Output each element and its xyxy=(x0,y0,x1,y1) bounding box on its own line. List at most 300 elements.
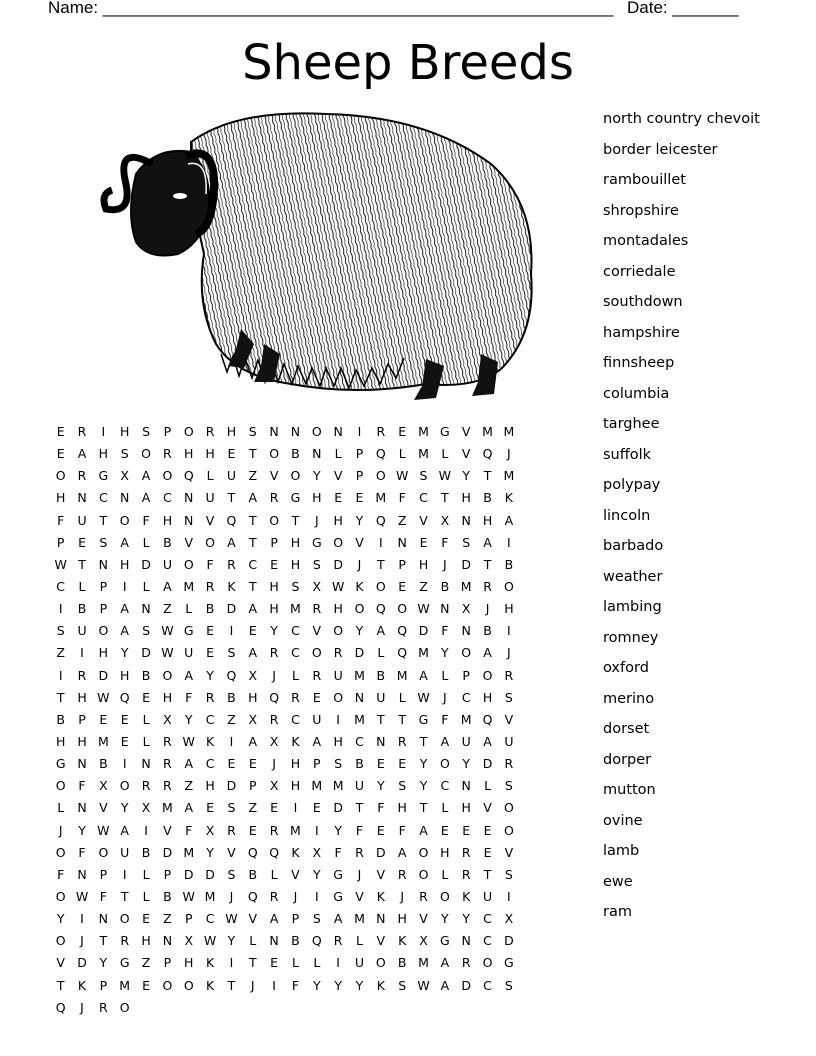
grid-letter[interactable]: U xyxy=(504,733,514,749)
grid-letter[interactable]: N xyxy=(269,933,279,949)
grid-letter[interactable]: L xyxy=(142,711,150,727)
grid-letter[interactable]: D xyxy=(354,645,365,661)
grid-letter[interactable]: M xyxy=(375,490,387,506)
grid-letter[interactable]: L xyxy=(206,468,214,484)
grid-letter[interactable]: H xyxy=(290,534,301,550)
grid-letter[interactable]: W xyxy=(97,689,110,705)
grid-letter[interactable]: U xyxy=(354,778,365,794)
grid-letter[interactable]: S xyxy=(504,778,513,794)
grid-letter[interactable]: Q xyxy=(226,512,237,528)
grid-letter[interactable]: M xyxy=(418,446,429,462)
grid-letter[interactable]: O xyxy=(354,601,365,617)
grid-letter[interactable]: O xyxy=(119,999,130,1015)
grid-letter[interactable]: R xyxy=(483,578,492,594)
grid-letter[interactable]: O xyxy=(55,468,66,484)
grid-letter[interactable]: N xyxy=(98,556,109,572)
grid-letter[interactable]: O xyxy=(482,667,493,683)
grid-letter[interactable]: Z xyxy=(163,911,172,927)
grid-letter[interactable]: E xyxy=(312,689,321,705)
grid-letter[interactable]: I xyxy=(122,866,127,882)
grid-letter[interactable]: A xyxy=(163,578,172,594)
grid-letter[interactable]: M xyxy=(503,424,515,439)
grid-letter[interactable]: I xyxy=(122,756,127,772)
grid-letter[interactable]: I xyxy=(272,977,276,993)
grid-letter[interactable]: R xyxy=(355,844,364,860)
grid-letter[interactable]: D xyxy=(418,623,429,639)
grid-letter[interactable]: V xyxy=(376,866,386,882)
grid-letter[interactable]: A xyxy=(248,645,258,661)
grid-letter[interactable]: P xyxy=(163,866,172,882)
grid-letter[interactable]: A xyxy=(440,733,450,749)
grid-letter[interactable]: K xyxy=(376,977,385,993)
grid-letter[interactable]: H xyxy=(440,844,450,860)
grid-letter[interactable]: R xyxy=(77,424,87,439)
grid-letter[interactable]: Q xyxy=(269,844,280,860)
grid-letter[interactable]: R xyxy=(269,711,279,727)
grid-letter[interactable]: N xyxy=(461,512,471,528)
grid-letter[interactable]: L xyxy=(142,733,150,749)
grid-letter[interactable]: M xyxy=(290,822,301,838)
grid-letter[interactable]: E xyxy=(56,424,65,439)
grid-letter[interactable]: K xyxy=(398,933,407,949)
grid-letter[interactable]: J xyxy=(357,866,362,882)
grid-letter[interactable]: T xyxy=(291,512,300,528)
grid-letter[interactable]: U xyxy=(461,733,471,749)
grid-letter[interactable]: I xyxy=(378,534,383,550)
grid-letter[interactable]: G xyxy=(311,534,322,550)
grid-letter[interactable]: S xyxy=(142,424,151,439)
grid-letter[interactable]: M xyxy=(204,888,216,904)
grid-letter[interactable]: U xyxy=(226,468,236,484)
grid-letter[interactable]: R xyxy=(163,778,172,794)
grid-letter[interactable]: J xyxy=(443,689,447,705)
grid-letter[interactable]: N xyxy=(184,512,194,528)
grid-letter[interactable]: X xyxy=(269,778,279,794)
grid-letter[interactable]: O xyxy=(183,424,194,439)
grid-letter[interactable]: Q xyxy=(375,446,386,462)
grid-letter[interactable]: Z xyxy=(56,645,65,661)
grid-letter[interactable]: Y xyxy=(355,977,364,993)
grid-letter[interactable]: X xyxy=(504,911,514,927)
grid-letter[interactable]: R xyxy=(461,866,471,882)
grid-letter[interactable]: Q xyxy=(119,689,130,705)
grid-letter[interactable]: J xyxy=(293,888,298,904)
grid-letter[interactable]: R xyxy=(269,822,279,838)
grid-letter[interactable]: L xyxy=(313,955,321,971)
grid-letter[interactable]: Z xyxy=(419,578,428,594)
grid-letter[interactable]: X xyxy=(312,578,322,594)
grid-letter[interactable]: H xyxy=(312,490,322,506)
grid-letter[interactable]: E xyxy=(398,578,407,594)
grid-letter[interactable]: Y xyxy=(120,645,129,661)
grid-letter[interactable]: H xyxy=(290,778,301,794)
grid-letter[interactable]: Q xyxy=(311,933,322,949)
grid-letter[interactable]: C xyxy=(440,778,450,794)
grid-letter[interactable]: A xyxy=(227,534,236,550)
grid-letter[interactable]: V xyxy=(56,955,65,971)
grid-letter[interactable]: K xyxy=(77,977,87,993)
grid-letter[interactable]: P xyxy=(163,955,172,971)
grid-letter[interactable]: B xyxy=(56,711,65,727)
grid-letter[interactable]: T xyxy=(483,866,492,882)
grid-letter[interactable]: Z xyxy=(163,601,172,617)
grid-letter[interactable]: V xyxy=(461,446,471,462)
grid-letter[interactable]: O xyxy=(439,756,450,772)
grid-letter[interactable]: O xyxy=(183,556,194,572)
grid-letter[interactable]: C xyxy=(355,733,364,749)
grid-letter[interactable]: C xyxy=(461,689,471,705)
grid-letter[interactable]: Q xyxy=(55,999,66,1015)
grid-letter[interactable]: X xyxy=(163,711,172,727)
grid-letter[interactable]: K xyxy=(205,977,215,993)
grid-letter[interactable]: R xyxy=(205,689,215,705)
grid-letter[interactable]: R xyxy=(333,645,343,661)
grid-letter[interactable]: N xyxy=(141,756,151,772)
grid-letter[interactable]: T xyxy=(377,556,385,572)
grid-letter[interactable]: R xyxy=(227,822,236,838)
grid-letter[interactable]: R xyxy=(461,844,471,860)
grid-letter[interactable]: D xyxy=(183,866,194,882)
grid-letter[interactable]: C xyxy=(98,490,108,506)
grid-letter[interactable]: H xyxy=(205,778,215,794)
grid-letter[interactable]: H xyxy=(205,446,215,462)
grid-letter[interactable]: B xyxy=(163,888,172,904)
grid-letter[interactable]: C xyxy=(291,623,300,639)
grid-letter[interactable]: N xyxy=(269,424,279,439)
grid-letter[interactable]: O xyxy=(98,844,109,860)
grid-letter[interactable]: G xyxy=(440,933,450,949)
grid-letter[interactable]: X xyxy=(419,933,428,949)
grid-letter[interactable]: A xyxy=(120,534,129,550)
grid-letter[interactable]: P xyxy=(99,866,108,882)
grid-letter[interactable]: I xyxy=(336,711,340,727)
grid-letter[interactable]: Y xyxy=(355,623,364,639)
grid-letter[interactable]: K xyxy=(355,578,364,594)
grid-letter[interactable]: N xyxy=(120,490,130,506)
grid-letter[interactable]: E xyxy=(355,490,364,506)
grid-letter[interactable]: H xyxy=(504,601,514,617)
grid-letter[interactable]: H xyxy=(269,601,279,617)
grid-letter[interactable]: U xyxy=(312,711,322,727)
grid-letter[interactable]: T xyxy=(441,490,449,506)
grid-letter[interactable]: B xyxy=(141,667,151,683)
grid-letter[interactable]: E xyxy=(142,689,150,705)
grid-letter[interactable]: R xyxy=(376,424,386,439)
grid-letter[interactable]: Y xyxy=(227,933,236,949)
grid-letter[interactable]: M xyxy=(418,424,429,439)
grid-letter[interactable]: P xyxy=(248,778,257,794)
grid-letter[interactable]: I xyxy=(357,424,362,439)
grid-letter[interactable]: R xyxy=(291,689,300,705)
grid-letter[interactable]: R xyxy=(504,667,514,683)
grid-letter[interactable]: E xyxy=(248,623,257,639)
grid-letter[interactable]: Q xyxy=(397,645,408,661)
grid-letter[interactable]: E xyxy=(120,711,129,727)
grid-letter[interactable]: F xyxy=(441,534,449,550)
grid-letter[interactable]: Q xyxy=(482,446,493,462)
grid-letter[interactable]: K xyxy=(376,888,385,904)
grid-letter[interactable]: N xyxy=(397,534,407,550)
grid-letter[interactable]: E xyxy=(270,556,279,572)
grid-letter[interactable]: O xyxy=(162,468,173,484)
grid-letter[interactable]: V xyxy=(504,844,514,860)
grid-letter[interactable]: O xyxy=(55,844,66,860)
grid-letter[interactable]: F xyxy=(334,844,342,860)
grid-letter[interactable]: A xyxy=(269,911,279,927)
grid-letter[interactable]: V xyxy=(312,623,322,639)
grid-letter[interactable]: I xyxy=(507,534,511,550)
grid-letter[interactable]: J xyxy=(400,888,405,904)
grid-letter[interactable]: V xyxy=(355,888,364,904)
grid-letter[interactable]: V xyxy=(163,822,172,838)
grid-letter[interactable]: I xyxy=(80,645,84,661)
grid-letter[interactable]: J xyxy=(485,601,490,617)
grid-letter[interactable]: N xyxy=(461,778,471,794)
grid-letter[interactable]: B xyxy=(163,534,172,550)
grid-letter[interactable]: A xyxy=(440,955,450,971)
grid-letter[interactable]: N xyxy=(77,800,87,816)
grid-letter[interactable]: I xyxy=(336,955,340,971)
grid-letter[interactable]: V xyxy=(248,911,258,927)
grid-letter[interactable]: J xyxy=(80,933,84,949)
grid-letter[interactable]: T xyxy=(248,512,257,528)
grid-letter[interactable]: Y xyxy=(377,778,385,794)
grid-letter[interactable]: C xyxy=(56,578,66,594)
grid-letter[interactable]: B xyxy=(248,866,258,882)
grid-letter[interactable]: J xyxy=(229,888,234,904)
grid-letter[interactable]: H xyxy=(77,733,87,749)
grid-letter[interactable]: V xyxy=(184,534,194,550)
grid-letter[interactable]: S xyxy=(291,578,300,594)
grid-letter[interactable]: R xyxy=(227,556,236,572)
grid-letter[interactable]: L xyxy=(441,446,449,462)
grid-letter[interactable]: N xyxy=(461,623,471,639)
grid-letter[interactable]: T xyxy=(99,933,108,949)
grid-letter[interactable]: I xyxy=(229,955,234,971)
grid-letter[interactable]: S xyxy=(419,468,428,484)
grid-letter[interactable]: W xyxy=(331,578,345,594)
grid-letter[interactable]: O xyxy=(461,645,472,661)
grid-letter[interactable]: P xyxy=(270,534,278,550)
grid-letter[interactable]: H xyxy=(333,601,343,617)
grid-letter[interactable]: P xyxy=(163,424,172,439)
grid-letter[interactable]: G xyxy=(504,955,514,971)
grid-letter[interactable]: I xyxy=(58,667,63,683)
grid-letter[interactable]: Q xyxy=(247,888,258,904)
grid-letter[interactable]: S xyxy=(227,866,236,882)
grid-letter[interactable]: Y xyxy=(462,911,471,927)
grid-letter[interactable]: L xyxy=(142,866,150,882)
grid-letter[interactable]: B xyxy=(291,446,300,462)
grid-letter[interactable]: V xyxy=(461,424,471,439)
grid-letter[interactable]: F xyxy=(142,512,150,528)
grid-letter[interactable]: V xyxy=(333,468,343,484)
grid-letter[interactable]: E xyxy=(206,800,215,816)
grid-letter[interactable]: O xyxy=(119,512,130,528)
grid-letter[interactable]: A xyxy=(120,822,129,838)
grid-letter[interactable]: K xyxy=(205,733,215,749)
grid-letter[interactable]: J xyxy=(507,645,511,661)
grid-letter[interactable]: A xyxy=(483,645,492,661)
grid-letter[interactable]: T xyxy=(227,490,236,506)
grid-letter[interactable]: N xyxy=(354,689,365,705)
grid-letter[interactable]: R xyxy=(141,778,151,794)
grid-letter[interactable]: E xyxy=(483,844,492,860)
grid-letter[interactable]: A xyxy=(483,733,492,749)
grid-letter[interactable]: F xyxy=(441,623,449,639)
grid-letter[interactable]: O xyxy=(333,689,344,705)
grid-letter[interactable]: K xyxy=(291,733,300,749)
grid-letter[interactable]: T xyxy=(248,446,257,462)
grid-letter[interactable]: J xyxy=(314,512,319,528)
grid-letter[interactable]: P xyxy=(56,534,65,550)
grid-letter[interactable]: L xyxy=(356,933,363,949)
grid-letter[interactable]: H xyxy=(290,556,301,572)
grid-letter[interactable]: F xyxy=(206,556,214,572)
grid-letter[interactable]: Y xyxy=(120,800,129,816)
grid-letter[interactable]: V xyxy=(227,844,236,860)
grid-letter[interactable]: B xyxy=(355,756,364,772)
grid-letter[interactable]: I xyxy=(229,733,234,749)
grid-letter[interactable]: U xyxy=(354,955,365,971)
grid-letter[interactable]: N xyxy=(312,446,322,462)
grid-letter[interactable]: G xyxy=(183,623,194,639)
grid-letter[interactable]: L xyxy=(484,778,492,794)
grid-letter[interactable]: H xyxy=(55,490,66,506)
grid-letter[interactable]: V xyxy=(99,800,108,816)
grid-letter[interactable]: A xyxy=(120,623,129,639)
grid-letter[interactable]: J xyxy=(507,446,511,462)
grid-letter[interactable]: I xyxy=(507,888,511,904)
grid-letter[interactable]: D xyxy=(226,601,237,617)
grid-letter[interactable]: Y xyxy=(462,468,471,484)
grid-letter[interactable]: Q xyxy=(183,468,194,484)
grid-letter[interactable]: T xyxy=(483,468,492,484)
grid-letter[interactable]: H xyxy=(120,667,130,683)
grid-letter[interactable]: Z xyxy=(184,778,194,794)
grid-letter[interactable]: A xyxy=(397,844,407,860)
grid-letter[interactable]: S xyxy=(398,778,407,794)
grid-letter[interactable]: O xyxy=(311,645,322,661)
grid-letter[interactable]: M xyxy=(418,955,429,971)
grid-letter[interactable]: W xyxy=(182,733,195,749)
grid-letter[interactable]: Q xyxy=(247,844,258,860)
grid-letter[interactable]: K xyxy=(227,578,236,594)
grid-letter[interactable]: Y xyxy=(184,711,193,727)
grid-letter[interactable]: R xyxy=(333,933,343,949)
grid-letter[interactable]: C xyxy=(205,756,215,772)
grid-letter[interactable]: U xyxy=(77,512,87,528)
grid-letter[interactable]: Z xyxy=(397,512,407,528)
grid-letter[interactable]: E xyxy=(334,490,343,506)
grid-letter[interactable]: S xyxy=(504,866,513,882)
grid-letter[interactable]: V xyxy=(504,711,514,727)
grid-letter[interactable]: W xyxy=(225,911,238,927)
grid-letter[interactable]: O xyxy=(162,667,173,683)
grid-letter[interactable]: E xyxy=(419,534,428,550)
grid-letter[interactable]: Z xyxy=(141,955,151,971)
grid-letter[interactable]: G xyxy=(440,424,450,439)
grid-letter[interactable]: M xyxy=(482,424,493,439)
grid-letter[interactable]: C xyxy=(483,977,492,993)
grid-letter[interactable]: Y xyxy=(312,468,321,484)
grid-letter[interactable]: C xyxy=(248,556,258,572)
grid-letter[interactable]: R xyxy=(397,866,407,882)
grid-letter[interactable]: B xyxy=(397,955,407,971)
grid-letter[interactable]: E xyxy=(398,424,407,439)
grid-letter[interactable]: J xyxy=(272,667,276,683)
grid-letter[interactable]: O xyxy=(269,446,280,462)
grid-letter[interactable]: W xyxy=(97,822,110,838)
grid-letter[interactable]: O xyxy=(183,977,194,993)
grid-letter[interactable]: O xyxy=(333,534,344,550)
grid-letter[interactable]: A xyxy=(440,977,450,993)
grid-letter[interactable]: O xyxy=(333,623,344,639)
grid-letter[interactable]: D xyxy=(504,933,514,949)
grid-letter[interactable]: M xyxy=(418,645,429,661)
grid-letter[interactable]: N xyxy=(376,733,386,749)
grid-letter[interactable]: L xyxy=(57,800,65,816)
grid-letter[interactable]: E xyxy=(376,822,385,838)
grid-letter[interactable]: A xyxy=(184,800,194,816)
grid-letter[interactable]: R xyxy=(99,999,108,1015)
grid-letter[interactable]: C xyxy=(205,711,215,727)
grid-letter[interactable]: G xyxy=(333,866,343,882)
grid-letter[interactable]: H xyxy=(141,933,151,949)
grid-letter[interactable]: S xyxy=(398,977,407,993)
grid-letter[interactable]: A xyxy=(141,468,151,484)
grid-letter[interactable]: O xyxy=(55,888,66,904)
grid-letter[interactable]: D xyxy=(482,756,493,772)
grid-letter[interactable]: N xyxy=(162,933,173,949)
grid-letter[interactable]: M xyxy=(354,911,365,927)
grid-letter[interactable]: T xyxy=(78,556,86,572)
grid-letter[interactable]: X xyxy=(205,822,215,838)
grid-letter[interactable]: M xyxy=(183,578,195,594)
grid-letter[interactable]: R xyxy=(461,955,471,971)
grid-letter[interactable]: T xyxy=(56,977,65,993)
grid-letter[interactable]: F xyxy=(185,822,193,838)
grid-letter[interactable]: A xyxy=(248,601,258,617)
grid-letter[interactable]: W xyxy=(161,645,174,661)
grid-letter[interactable]: H xyxy=(248,689,258,705)
grid-letter[interactable]: E xyxy=(270,955,279,971)
grid-letter[interactable]: J xyxy=(80,999,84,1015)
grid-letter[interactable]: T xyxy=(398,711,406,727)
grid-letter[interactable]: F xyxy=(78,778,86,794)
grid-letter[interactable]: X xyxy=(184,933,194,949)
grid-letter[interactable]: O xyxy=(439,888,450,904)
grid-letter[interactable]: G xyxy=(418,711,429,727)
grid-letter[interactable]: L xyxy=(334,446,342,462)
grid-letter[interactable]: T xyxy=(248,578,257,594)
grid-letter[interactable]: O xyxy=(269,512,280,528)
grid-letter[interactable]: F xyxy=(291,977,300,993)
grid-letter[interactable]: U xyxy=(482,888,493,904)
grid-letter[interactable]: B xyxy=(227,689,236,705)
grid-letter[interactable]: S xyxy=(120,446,129,462)
grid-letter[interactable]: Y xyxy=(99,955,108,971)
grid-letter[interactable]: R xyxy=(77,667,87,683)
grid-letter[interactable]: Q xyxy=(397,623,408,639)
grid-letter[interactable]: E xyxy=(440,822,449,838)
grid-letter[interactable]: H xyxy=(397,800,407,816)
grid-letter[interactable]: J xyxy=(250,977,255,993)
grid-letter[interactable]: H xyxy=(461,800,471,816)
grid-letter[interactable]: P xyxy=(355,446,364,462)
grid-letter[interactable]: V xyxy=(419,911,428,927)
grid-letter[interactable]: T xyxy=(355,800,364,816)
